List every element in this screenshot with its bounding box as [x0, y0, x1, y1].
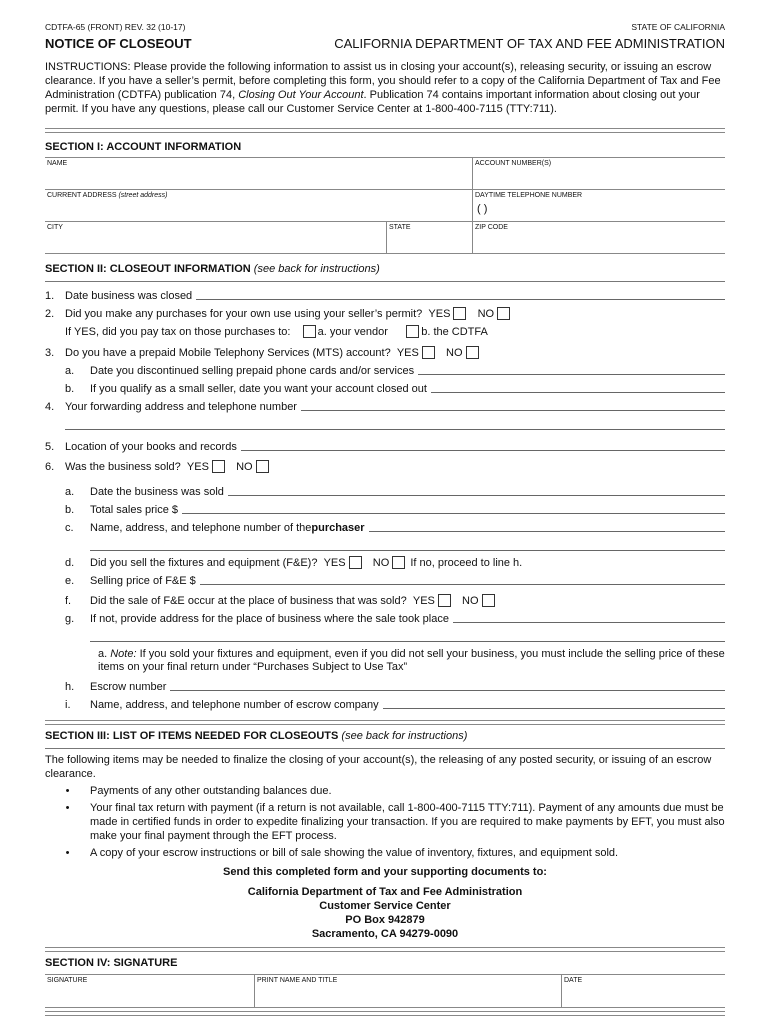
name-field[interactable]: NAME	[47, 160, 68, 167]
q6f: f. Did the sale of F&E occur at the place of business that was sold? YES NO	[45, 589, 725, 607]
q1: 1. Date business was closed	[45, 284, 725, 302]
q6d-yes-checkbox[interactable]	[349, 556, 362, 569]
q6-no-checkbox[interactable]	[256, 460, 269, 473]
department-name: CALIFORNIA DEPARTMENT OF TAX AND FEE ADMINISTRATION	[334, 36, 725, 51]
divider	[45, 1011, 725, 1016]
q3a: a. Date you discontinued selling prepaid phone cards and/or services	[45, 359, 725, 377]
q6c-line-2[interactable]	[90, 534, 725, 551]
header-main	[45, 36, 725, 51]
q6g: g. If not, provide address for the place of business where the sale took place	[45, 607, 725, 625]
address-row	[45, 190, 725, 222]
state-label: STATE OF CALIFORNIA	[631, 22, 725, 32]
q3a-line[interactable]	[418, 373, 725, 375]
phone-field[interactable]: DAYTIME TELEPHONE NUMBER ( )	[472, 190, 725, 221]
q3: 3. Do you have a prepaid Mobile Telephony Services (MTS) account? YES NO	[45, 341, 725, 359]
signature-field[interactable]: SIGNATURE	[47, 977, 88, 984]
q4: 4. Your forwarding address and telephone number	[45, 395, 725, 413]
state-field[interactable]: STATE	[386, 222, 472, 253]
city-row	[45, 222, 725, 254]
instructions: INSTRUCTIONS: Please provide the following information to assist us in closing your account(s), releasing security, or issuing an escrow clearance. If you have a seller’s permit, before completing this form, you should refer to a copy of the California Department of Tax and Fee Administration (CDTFA) publication 74, Closing Out Your Account. Publication 74 contains important information about closing out your permit. If you have any questions, please call our Customer Service Center at 1-800-400-7115 (TTY:711).	[45, 61, 721, 115]
q6d: d. Did you sell the fixtures and equipment (F&E)? YES NO If no, proceed to line h.	[65, 557, 523, 569]
form-title: NOTICE OF CLOSEOUT	[45, 36, 192, 51]
header-top	[45, 22, 725, 32]
q6g-line[interactable]	[453, 621, 725, 623]
q2b: If YES, did you pay tax on those purchases to: a. your vendor b. the CDTFA	[65, 326, 488, 338]
q6a-line[interactable]	[228, 494, 725, 496]
print-name-field[interactable]: PRINT NAME AND TITLE	[254, 975, 561, 1007]
q2b-cdtfa-checkbox[interactable]	[406, 325, 419, 338]
section3-intro: The following items may be needed to finalize the closing of your account(s), the releasing of any posted security, or issuing of an escrow clearance.	[45, 754, 712, 780]
q6e-line[interactable]	[200, 583, 725, 585]
divider	[45, 748, 725, 749]
q6f-no-checkbox[interactable]	[482, 594, 495, 607]
items-list	[45, 784, 725, 860]
q6b: b. Total sales price $	[45, 498, 725, 516]
list-item: • Your final tax return with payment (if a return is not available, call 1-800-400-7115 TTY:711). Payment of any amounts due must be made in certified funds in order to expedite finalizing your transaction. If you are required to make payments by EFT, you must also make your final payment through the EFT process.	[65, 802, 725, 842]
name-row	[45, 157, 725, 190]
q6i-line[interactable]	[383, 707, 725, 709]
fe-note: a. Note: If you sold your fixtures and equipment, even if you did not sell your business, you must include the selling price of these items on your final return under “Purchases Subject to Use Tax”	[98, 648, 725, 673]
q6d-no-checkbox[interactable]	[392, 556, 405, 569]
signature-row	[45, 974, 725, 1008]
q6i: i. Name, address, and telephone number of escrow company	[45, 693, 725, 711]
q6h: h. Escrow number	[45, 675, 725, 693]
account-info-grid	[45, 157, 725, 254]
q2-no-checkbox[interactable]	[497, 307, 510, 320]
q1-line[interactable]	[196, 298, 725, 300]
section1-title: SECTION I: ACCOUNT INFORMATION	[45, 141, 242, 153]
publication-title: Closing Out Your Account	[238, 89, 364, 101]
city-field[interactable]: CITY	[47, 224, 63, 231]
q6: 6. Was the business sold? YES NO	[45, 455, 725, 473]
q3-no-checkbox[interactable]	[466, 346, 479, 359]
q6c: c. Name, address, and telephone number of the purchaser	[45, 516, 725, 534]
send-to-label: Send this completed form and your supporting documents to:	[223, 866, 547, 878]
closeout-questions	[45, 284, 725, 711]
q3b-line[interactable]	[431, 391, 725, 393]
form-number: CDTFA-65 (FRONT) REV. 32 (10-17)	[45, 22, 186, 32]
q3-yes-checkbox[interactable]	[422, 346, 435, 359]
q4-line[interactable]	[301, 409, 725, 411]
date-field[interactable]: DATE	[561, 975, 725, 1007]
q6-yes-checkbox[interactable]	[212, 460, 225, 473]
address-field[interactable]: CURRENT ADDRESS (street address)	[47, 192, 168, 199]
q5: 5. Location of your books and records	[45, 435, 725, 453]
form-page	[45, 22, 725, 1016]
q2-yes-checkbox[interactable]	[453, 307, 466, 320]
divider	[45, 720, 725, 725]
divider	[45, 947, 725, 952]
q2b-vendor-checkbox[interactable]	[303, 325, 316, 338]
divider	[45, 128, 725, 133]
divider	[45, 281, 725, 282]
q4-line-2[interactable]	[65, 413, 725, 430]
q6b-line[interactable]	[182, 512, 725, 514]
q2: 2. Did you make any purchases for your own use using your seller’s permit? YES NO	[45, 302, 725, 320]
q6g-line-2[interactable]	[90, 625, 725, 642]
q6c-line[interactable]	[369, 530, 725, 532]
q6f-yes-checkbox[interactable]	[438, 594, 451, 607]
q3b: b. If you qualify as a small seller, date you want your account closed out	[45, 377, 725, 395]
q5-line[interactable]	[241, 449, 725, 451]
account-number-field[interactable]: ACCOUNT NUMBER(S)	[472, 158, 725, 189]
section2-title: SECTION II: CLOSEOUT INFORMATION (see back for instructions)	[45, 263, 380, 275]
q6e: e. Selling price of F&E $	[45, 569, 725, 587]
list-item: • A copy of your escrow instructions or bill of sale showing the value of inventory, fixtures, and equipment sold.	[65, 847, 619, 859]
mailing-address: California Department of Tax and Fee Administration Customer Service Center PO Box 942879 Sacramento, CA 94279-0090	[247, 886, 523, 940]
section3-title: SECTION III: LIST OF ITEMS NEEDED FOR CLOSEOUTS (see back for instructions)	[45, 730, 468, 742]
q6a: a. Date the business was sold	[45, 480, 725, 498]
list-item: • Payments of any other outstanding balances due.	[65, 785, 332, 797]
zip-field[interactable]: ZIP CODE	[472, 222, 725, 253]
q6h-line[interactable]	[170, 689, 725, 691]
section4-title: SECTION IV: SIGNATURE	[45, 957, 178, 969]
